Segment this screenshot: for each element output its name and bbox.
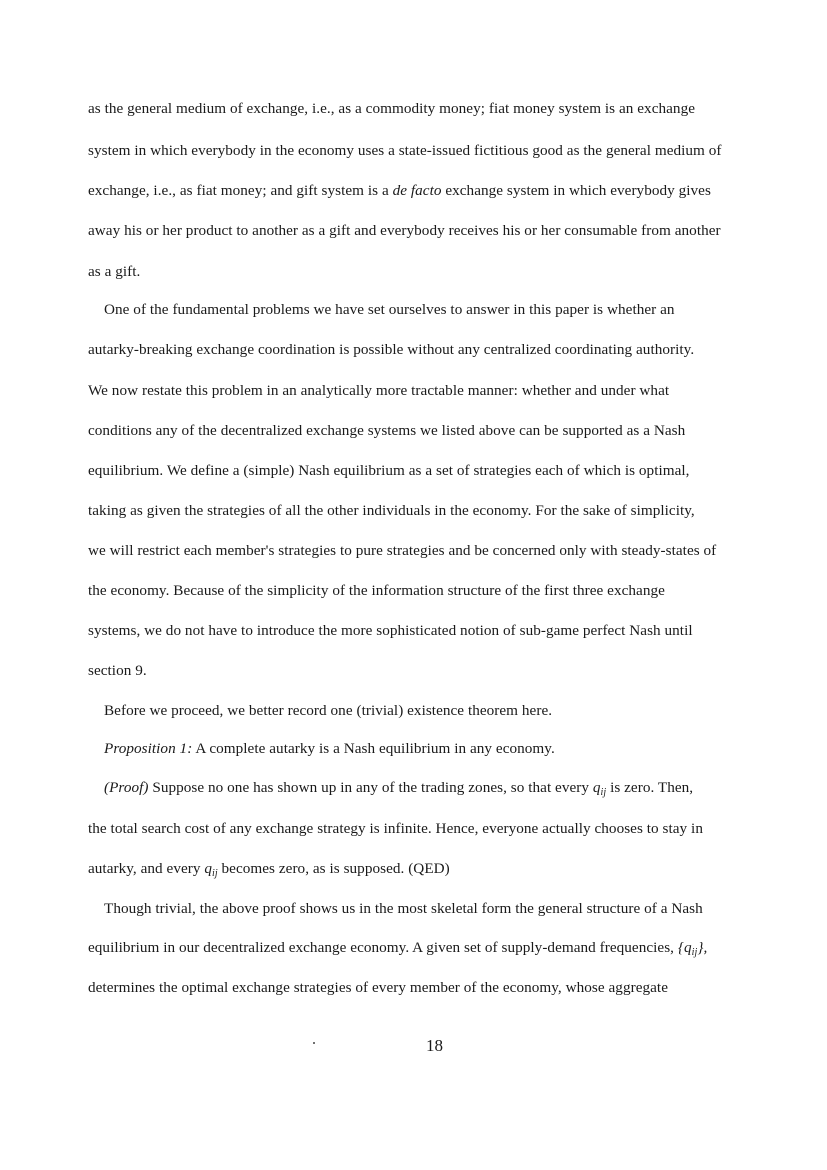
italic-term: de facto <box>392 182 442 199</box>
page-number: 18 <box>426 1036 443 1055</box>
text-line <box>88 938 788 963</box>
text-line: section 9. <box>88 662 147 679</box>
text-run: }, <box>697 939 708 956</box>
text-line: autarky-breaking exchange coordination is possible without any centralized coordinating authority. <box>88 341 695 358</box>
text-line <box>88 181 788 201</box>
text-run: is zero. Then, <box>606 779 694 796</box>
proof-label: (Proof) <box>104 779 149 796</box>
text-line: Though trivial, the above proof shows us in the most skeletal form the general structure of a Nash <box>104 900 703 917</box>
text-line: as a gift. <box>88 263 141 280</box>
proposition-line <box>104 739 804 759</box>
text-run: autarky, and every <box>88 860 205 877</box>
math-variable: {q <box>677 939 692 956</box>
math-subscript: ij <box>691 947 698 958</box>
text-run: becomes zero, as is supposed. (QED) <box>217 860 450 877</box>
text-line: Before we proceed, we better record one (trivial) existence theorem here. <box>104 702 553 719</box>
text-line: the economy. Because of the simplicity of the information structure of the first three exchange <box>88 582 665 599</box>
text-line: we will restrict each member's strategies to pure strategies and be concerned only with steady-states of <box>88 542 717 559</box>
math-variable: q <box>592 779 601 796</box>
proof-line <box>104 778 804 803</box>
text-line <box>88 859 788 884</box>
text-line: as the general medium of exchange, i.e., as a commodity money; fiat money system is an exchange <box>88 100 695 117</box>
text-run: Suppose no one has shown up in any of the trading zones, so that every <box>148 779 593 796</box>
text-line: determines the optimal exchange strategies of every member of the economy, whose aggregate <box>88 979 668 996</box>
text-line: the total search cost of any exchange strategy is infinite. Hence, everyone actually chooses to stay in <box>88 820 703 837</box>
text-run: exchange system in which everybody gives <box>441 182 711 199</box>
text-run: equilibrium in our decentralized exchange economy. A given set of supply-demand frequencies, <box>88 939 678 956</box>
text-line: away his or her product to another as a gift and everybody receives his or her consumable from another <box>88 222 721 239</box>
proposition-label: Proposition 1: <box>104 740 193 757</box>
scan-speck <box>313 1042 315 1044</box>
text-run: exchange, i.e., as fiat money; and gift system is a <box>88 182 393 199</box>
text-line: taking as given the strategies of all the other individuals in the economy. For the sake of simplicity, <box>88 502 695 519</box>
text-run: A complete autarky is a Nash equilibrium in any economy. <box>192 740 555 757</box>
math-subscript: ij <box>600 787 607 798</box>
text-line: system in which everybody in the economy uses a state-issued fictitious good as the general medium of <box>88 142 722 159</box>
text-line: systems, we do not have to introduce the more sophisticated notion of sub-game perfect Nash until <box>88 622 693 639</box>
text-line: equilibrium. We define a (simple) Nash equilibrium as a set of strategies each of which is optimal, <box>88 462 690 479</box>
math-variable: q <box>204 860 213 877</box>
math-subscript: ij <box>212 868 218 879</box>
text-line: One of the fundamental problems we have set ourselves to answer in this paper is whether an <box>104 301 675 318</box>
text-line: conditions any of the decentralized exchange systems we listed above can be supported as a Nash <box>88 422 686 439</box>
text-line: We now restate this problem in an analytically more tractable manner: whether and under what <box>88 382 670 399</box>
